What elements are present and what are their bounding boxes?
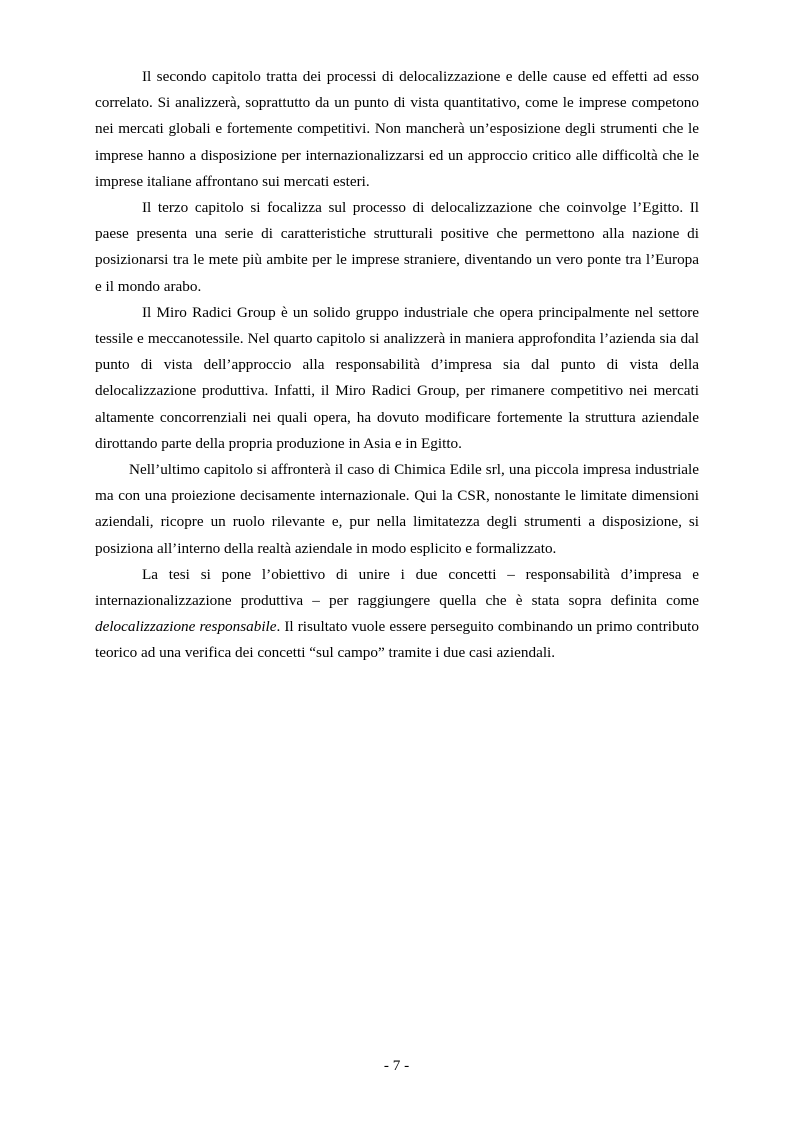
paragraph-second-chapter: Il secondo capitolo tratta dei processi di delocalizzazione e delle cause ed effetti ad esso correlato. Si analizzerà, soprattutto da un punto di vista quantitativo, come le imprese competono nei mercati globali e fortemente competitivi. Non mancherà un’esposizione degli strumenti che le imprese hanno a disposizione per internazionalizzarsi ed un approccio critico alle difficoltà che le imprese italiane affrontano sui mercati esteri.: [95, 68, 699, 190]
paragraph-thesis-objective: [95, 562, 699, 667]
paragraph-last-chapter: Nell’ultimo capitolo si affronterà il caso di Chimica Edile srl, una piccola impresa industriale ma con una proiezione decisamente internazionale. Qui la CSR, nonostante le limitate dimensioni aziendali, ricopre un ruolo rilevante e, pur nella limitatezza degli strumenti a disposizione, si posiziona all’interno della realtà aziendale in modo esplicito e formalizzato.: [95, 461, 699, 557]
thesis-italic-term: delocalizzazione responsabile: [95, 618, 277, 636]
document-body: [95, 64, 699, 667]
thesis-text-before: La tesi si pone l’obiettivo di unire i due concetti – responsabilità d’impresa e internazionalizzazione produttiva – per raggiungere quella che è stata sopra definita come: [95, 565, 699, 610]
page-number: - 7 -: [383, 1057, 410, 1074]
thesis-text-after: . Il risultato vuole essere perseguito combinando un primo contributo teorico ad una verifica dei concetti “sul campo” tramite i due casi aziendali.: [95, 618, 699, 662]
paragraph-third-chapter: Il terzo capitolo si focalizza sul processo di delocalizzazione che coinvolge l’Egitto. Il paese presenta una serie di caratteristiche strutturali positive che permettono alla nazione di posizionarsi tra le mete più ambite per le imprese straniere, diventando un vero ponte tra l’Europa e il mondo arabo.: [95, 199, 699, 295]
paragraph-miro-radici: Il Miro Radici Group è un solido gruppo industriale che opera principalmente nel settore tessile e meccanotessile. Nel quarto capitolo si analizzerà in maniera approfondita l’azienda sia dal punto di vista dell’approccio alla responsabilità d’impresa sia dal punto di vista della delocalizzazione produttiva. Infatti, il Miro Radici Group, per rimanere competitivo nei mercati altamente concorrenziali nei quali opera, ha dovuto modificare fortemente la struttura aziendale dirottando parte della propria produzione in Asia e in Egitto.: [95, 303, 699, 452]
